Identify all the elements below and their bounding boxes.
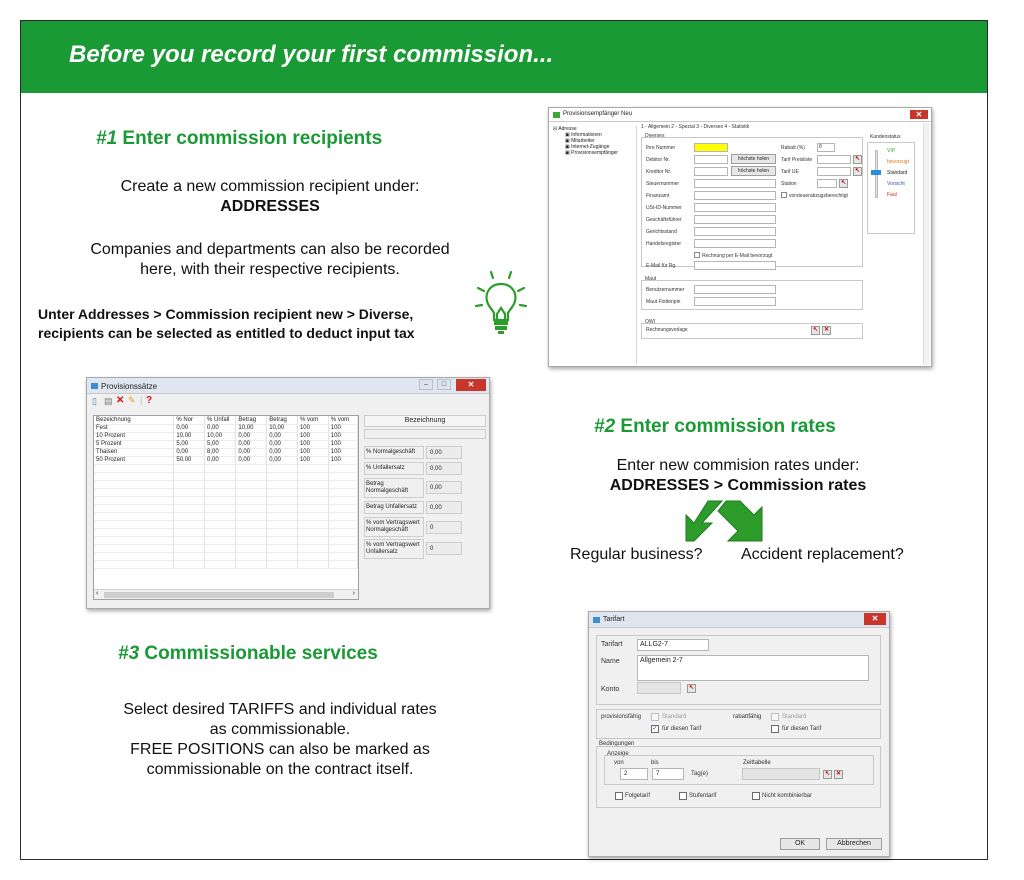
detail-label: Betrag Normalgeschäft [364, 478, 424, 498]
group-diverses-label: Diverses [645, 133, 665, 139]
tree-item-internet[interactable]: ▣ Internet-Zugänge [565, 144, 610, 150]
section3-heading [118, 643, 378, 665]
rabattfaehig-standard-checkbox[interactable] [771, 713, 779, 721]
field-label-debitor: Debitor Nr. [646, 157, 670, 163]
table-cell: 100 [328, 448, 357, 456]
option-accident-replacement: Accident replacement? [741, 546, 904, 563]
provisionsfaehig-standard-label: Standard [662, 714, 687, 720]
table-cell: 100 [297, 432, 328, 440]
bis-label: bis [651, 760, 659, 766]
bis-input[interactable]: 7 [652, 768, 684, 780]
vorsteuer-checkbox[interactable] [781, 192, 787, 198]
field-label-ihre-nummer: Ihre Nummer [646, 145, 676, 151]
ustid-input[interactable] [694, 203, 776, 212]
table-cell: 0,00 [236, 448, 267, 456]
table-cell: Fest [94, 424, 174, 432]
finanzamt-input[interactable] [694, 191, 776, 200]
section1-heading [96, 128, 382, 150]
field-label-email: E-Mail für Rg. [646, 263, 677, 269]
section2-heading [594, 416, 836, 438]
section3-title: Commissionable services [144, 643, 378, 664]
table-cell: 0,00 [174, 448, 205, 456]
page-title: Before you record your first commission... [69, 41, 554, 68]
name-textarea[interactable]: Allgemein 2-7 [637, 655, 869, 681]
detail-name-field[interactable] [364, 429, 486, 439]
tools-icon[interactable]: ✎ [128, 395, 136, 405]
table-cell: 0,00 [205, 456, 236, 464]
detail-value-input[interactable]: 0,00 [426, 501, 462, 514]
rates-table [93, 415, 359, 600]
tree-item-informationen[interactable]: ▣ Informationen [565, 132, 602, 138]
table-cell: 0,00 [236, 432, 267, 440]
section3-text [80, 700, 480, 780]
option-regular-business: Regular business? [570, 546, 703, 563]
group-owi-label: OWI [645, 319, 655, 325]
field-label-steuernummer: Steuernummer [646, 181, 680, 187]
section2-number: #2 [594, 416, 616, 437]
table-row[interactable] [94, 448, 358, 456]
stufentarif-checkbox[interactable] [679, 792, 687, 800]
table-cell: 8,00 [205, 448, 236, 456]
provisionsfaehig-tarif-checkbox[interactable]: ✓ [652, 725, 658, 732]
tariff-window [588, 611, 890, 857]
table-cell: 100 [297, 424, 328, 432]
field-label-maut-flottenpin: Maut Flottenpin [646, 299, 681, 305]
split-arrows-icon [682, 497, 766, 545]
tariff-window-title: Tarifart [603, 616, 625, 623]
detail-label: % Normalgeschäft [364, 446, 424, 459]
section2-title: Enter commission rates [620, 416, 836, 437]
empty-row [94, 528, 358, 536]
maut-flottenpin-input[interactable] [694, 297, 776, 306]
section1-text [70, 177, 470, 217]
tree-item-mitarbeiter[interactable]: ▣ Mitarbeiter [565, 138, 595, 144]
table-cell: 0,00 [267, 456, 298, 464]
tree-item-provisionsempfaenger[interactable]: ▣ Provisionsempfänger [565, 150, 619, 156]
gerichtsstand-input[interactable] [694, 227, 776, 236]
detail-header: Bezeichnung [364, 415, 486, 427]
station-input[interactable] [817, 179, 837, 188]
table-cell: 0,00 [267, 448, 298, 456]
empty-row [94, 504, 358, 512]
rates-window [86, 377, 490, 609]
column-header[interactable]: % Unfall [205, 416, 236, 424]
rates-toolbar [87, 394, 489, 408]
konto-input[interactable] [637, 682, 681, 694]
section3-line4: commissionable on the contract itself. [146, 761, 414, 778]
detail-value-input[interactable]: 0 [426, 542, 462, 555]
detail-label: % Unfallersatz [364, 462, 424, 475]
section2-line2: ADDRESSES > Commission rates [609, 477, 867, 494]
rates-window-titlebar [87, 378, 489, 394]
edit-icon[interactable]: ▤ [104, 396, 113, 406]
table-cell: 50,00 [174, 456, 205, 464]
rates-detail-panel [364, 415, 486, 600]
field-label-gerichtsstand: Gerichtsstand [646, 229, 677, 235]
table-cell: 50 Prozent [94, 456, 174, 464]
section3-line3: FREE POSITIONS can also be marked as [130, 741, 430, 758]
table-cell: Thaisen [94, 448, 174, 456]
pick-icon[interactable]: ↖ [688, 685, 695, 691]
app-icon [553, 112, 560, 118]
column-header[interactable]: % vom [328, 416, 357, 424]
maximize-icon[interactable]: □ [437, 379, 451, 390]
tarif-preisliste-input[interactable] [817, 155, 851, 164]
detail-value-input[interactable]: 0 [426, 521, 462, 534]
field-label-benutzernummer: Benutzernummer [646, 287, 685, 293]
table-row[interactable] [94, 440, 358, 448]
von-input[interactable]: 2 [620, 768, 648, 780]
nicht-kombinierbar-label: Nicht kombinierbar [762, 793, 813, 799]
geschaeftsfuehrer-input[interactable] [694, 215, 776, 224]
table-cell: 10,00 [267, 424, 298, 432]
table-header-row [94, 416, 358, 424]
pick-icon[interactable]: ↖ [854, 156, 861, 162]
table-cell: 100 [297, 448, 328, 456]
table-cell: 5,00 [205, 440, 236, 448]
section1-line2: ADDRESSES [220, 198, 320, 215]
konto-label: Konto [601, 686, 620, 693]
recipient-window-title: Provisionsempfänger Neu [563, 111, 633, 117]
close-icon[interactable]: ✕ [456, 379, 486, 391]
field-label-rechnungsvorlage: Rechnungsvorlage [646, 327, 688, 333]
debitor-input[interactable] [694, 155, 728, 164]
bedingungen-label: Bedingungen [599, 741, 635, 747]
recipient-form [639, 124, 925, 364]
field-label-ustid: USt-ID-Nummer [646, 205, 682, 211]
scrollbar-thumb[interactable] [104, 592, 334, 598]
rabattfaehig-tarif-label: für diesen Tarif [782, 726, 822, 732]
status-faul: Faul [887, 192, 897, 198]
field-label-kreditor: Kreditor Nr. [646, 169, 672, 175]
empty-row [94, 544, 358, 552]
close-icon[interactable]: ✕ [864, 613, 886, 625]
pick-icon[interactable]: ↖ [854, 168, 861, 174]
email-invoice-label: Rechnung per E-Mail bevorzugt [702, 253, 773, 259]
table-cell: 100 [328, 440, 357, 448]
table-row[interactable] [94, 432, 358, 440]
section1-tip-line1: Unter Addresses > Commission recipient new > Diverse, [38, 306, 414, 322]
tarif-ue-input[interactable] [817, 167, 851, 176]
recipient-window-titlebar [549, 108, 931, 122]
detail-value-input[interactable]: 0,00 [426, 462, 462, 475]
kreditor-next-button[interactable]: höchste holen [731, 166, 776, 176]
vertical-scrollbar[interactable] [923, 123, 930, 365]
app-icon [593, 617, 600, 623]
empty-row [94, 520, 358, 528]
table-cell: 0,00 [267, 440, 298, 448]
section1-title: Enter commission recipients [122, 128, 383, 149]
tariff-window-titlebar [589, 612, 889, 628]
tree-item-adresse[interactable]: ⊟ Adresse [553, 126, 577, 132]
section1-line3: Companies and departments can also be recorded [90, 241, 450, 258]
table-cell: 5 Prozent [94, 440, 174, 448]
rabatt-input[interactable]: 0 [817, 143, 835, 152]
field-label-tarif-preisliste: Tarif Preisliste [781, 157, 813, 163]
field-label-station: Station [781, 181, 797, 187]
pick-icon[interactable]: ↖ [824, 771, 831, 777]
field-label-rabatt: Rabatt (%) [781, 145, 805, 151]
table-cell: 10 Prozent [94, 432, 174, 440]
empty-row [94, 512, 358, 520]
nicht-kombinierbar-checkbox[interactable] [752, 792, 760, 800]
rates-window-title: Provisionssätze [101, 382, 158, 391]
folgetarif-checkbox[interactable] [615, 792, 623, 800]
section3-number: #3 [118, 643, 140, 664]
section1-text2 [60, 240, 480, 280]
field-label-tarif-ue: Tarif UE [781, 169, 799, 175]
scroll-right-icon[interactable]: › [352, 590, 355, 597]
section1-line4: here, with their respective recipients. [140, 261, 400, 278]
clear-icon[interactable]: ✕ [835, 771, 842, 777]
table-cell: 10,00 [205, 432, 236, 440]
detail-value-input[interactable]: 0,00 [426, 446, 462, 459]
status-bevorzugt: bevorzugt [887, 159, 909, 165]
rabattfaehig-standard-label: Standard [782, 714, 807, 720]
separator: | [140, 395, 143, 405]
section3-line1: Select desired TARIFFS and individual rates [123, 701, 437, 718]
vorsteuer-label: vorsteuerabzugsberechtigt [789, 193, 848, 199]
section1-line1: Create a new commission recipient under: [120, 178, 420, 195]
minimize-icon[interactable]: – [419, 379, 433, 390]
group-maut-label: Maut [645, 276, 657, 282]
zeittabelle-label: Zeittabelle [743, 760, 771, 766]
table-cell: 0,00 [236, 440, 267, 448]
table-cell: 0,00 [205, 424, 236, 432]
empty-row [94, 488, 358, 496]
table-cell: 100 [297, 440, 328, 448]
table-cell: 100 [328, 424, 357, 432]
detail-value-input[interactable]: 0,00 [426, 481, 462, 494]
section1-tip-line2: recipients can be selected as entitled to deduct input tax [38, 325, 415, 341]
provisionsfaehig-tarif-label: für diesen Tarif [662, 726, 702, 732]
status-standard: Standard [887, 170, 908, 176]
pick-icon[interactable]: ↖ [840, 180, 847, 186]
table-cell: 100 [297, 456, 328, 464]
column-header[interactable]: % Nor [174, 416, 205, 424]
table-row[interactable] [94, 456, 358, 464]
folgetarif-label: Folgetarif [625, 793, 651, 799]
von-label: von [614, 760, 624, 766]
handelsregister-input[interactable] [694, 239, 776, 248]
tab-strip[interactable]: 1 - Allgemein 2 - Spezial 3 - Diverses 4 - Statistik [641, 124, 750, 130]
rabattfaehig-label: rabattfähig [733, 714, 762, 720]
table-cell: 0,00 [174, 424, 205, 432]
anzeige-label: Anzeige [607, 751, 629, 757]
empty-row [94, 560, 358, 568]
status-vip: VIP [887, 148, 896, 154]
debitor-next-button[interactable]: höchste holen [731, 154, 776, 164]
empty-row [94, 552, 358, 560]
rabattfaehig-tarif-checkbox[interactable] [771, 725, 779, 733]
ok-button[interactable]: OK [780, 838, 820, 850]
kreditor-input[interactable] [694, 167, 728, 176]
recipient-window [548, 107, 932, 367]
tarifart-input[interactable]: ALLG2-7 [637, 639, 709, 651]
table-cell: 0,00 [236, 456, 267, 464]
help-icon[interactable]: ? [146, 395, 153, 406]
steuernummer-input[interactable] [694, 179, 776, 188]
section2-line1: Enter new commision rates under: [616, 457, 860, 474]
section1-tip [38, 305, 478, 343]
header-banner [21, 21, 987, 93]
table-cell: 100 [328, 456, 357, 464]
scroll-left-icon[interactable]: ‹ [96, 590, 99, 597]
provisionsfaehig-standard-checkbox[interactable] [651, 713, 659, 721]
table-cell: 10,00 [236, 424, 267, 432]
tarifart-label: Tarifart [601, 641, 623, 648]
email-input[interactable] [694, 261, 776, 270]
section3-line2: as commissionable. [209, 721, 351, 738]
table-cell: 0,00 [267, 432, 298, 440]
table-cell: 10,00 [174, 432, 205, 440]
detail-label: Betrag Unfallersatz [364, 501, 424, 514]
field-label-finanzamt: Finanzamt [646, 193, 670, 199]
pick-icon[interactable]: ↖ [812, 327, 819, 333]
empty-row [94, 464, 358, 472]
empty-row [94, 480, 358, 488]
column-header[interactable]: Betrag [236, 416, 267, 424]
status-vorsicht: Vorsicht [887, 181, 905, 187]
benutzernummer-input[interactable] [694, 285, 776, 294]
detail-label: % vom Vertragswert Normalgeschäft [364, 517, 424, 537]
app-icon [91, 383, 98, 389]
table-cell: 5,00 [174, 440, 205, 448]
cancel-button[interactable]: Abbrechen [826, 838, 882, 850]
email-invoice-checkbox[interactable] [694, 252, 700, 258]
horizontal-scrollbar[interactable] [94, 589, 358, 599]
column-header[interactable]: Betrag [267, 416, 298, 424]
field-label-geschaeftsfuehrer: Geschäftsführer [646, 217, 682, 223]
tage-label: Tag(e) [691, 771, 709, 777]
field-label-handelsregister: Handelsregister [646, 241, 682, 247]
table-cell: 100 [328, 432, 357, 440]
empty-row [94, 472, 358, 480]
section1-number: #1 [96, 128, 118, 149]
empty-row [94, 496, 358, 504]
zeittabelle-input[interactable] [742, 768, 820, 780]
name-label: Name [601, 658, 620, 665]
provisionsfaehig-label: provisionsfähig [601, 714, 642, 720]
ihre-nummer-input[interactable] [694, 143, 728, 152]
status-title: Kundenstatus [870, 134, 901, 140]
section2-text [578, 456, 898, 496]
column-header[interactable]: % vom [297, 416, 328, 424]
clear-icon[interactable]: ✕ [823, 327, 830, 333]
column-header[interactable]: Bezeichnung [94, 416, 174, 424]
delete-icon[interactable]: ✕ [116, 395, 125, 406]
close-icon[interactable]: ✕ [910, 110, 928, 119]
empty-row [94, 536, 358, 544]
table-row[interactable] [94, 424, 358, 432]
detail-label: % vom Vertragswert Unfallersatz [364, 539, 424, 559]
navigation-tree [553, 126, 637, 364]
lightbulb-icon [470, 268, 532, 338]
new-icon[interactable]: ▯ [92, 396, 97, 406]
stufentarif-label: Stufentarif [689, 793, 717, 799]
status-slider-thumb[interactable] [871, 170, 881, 175]
